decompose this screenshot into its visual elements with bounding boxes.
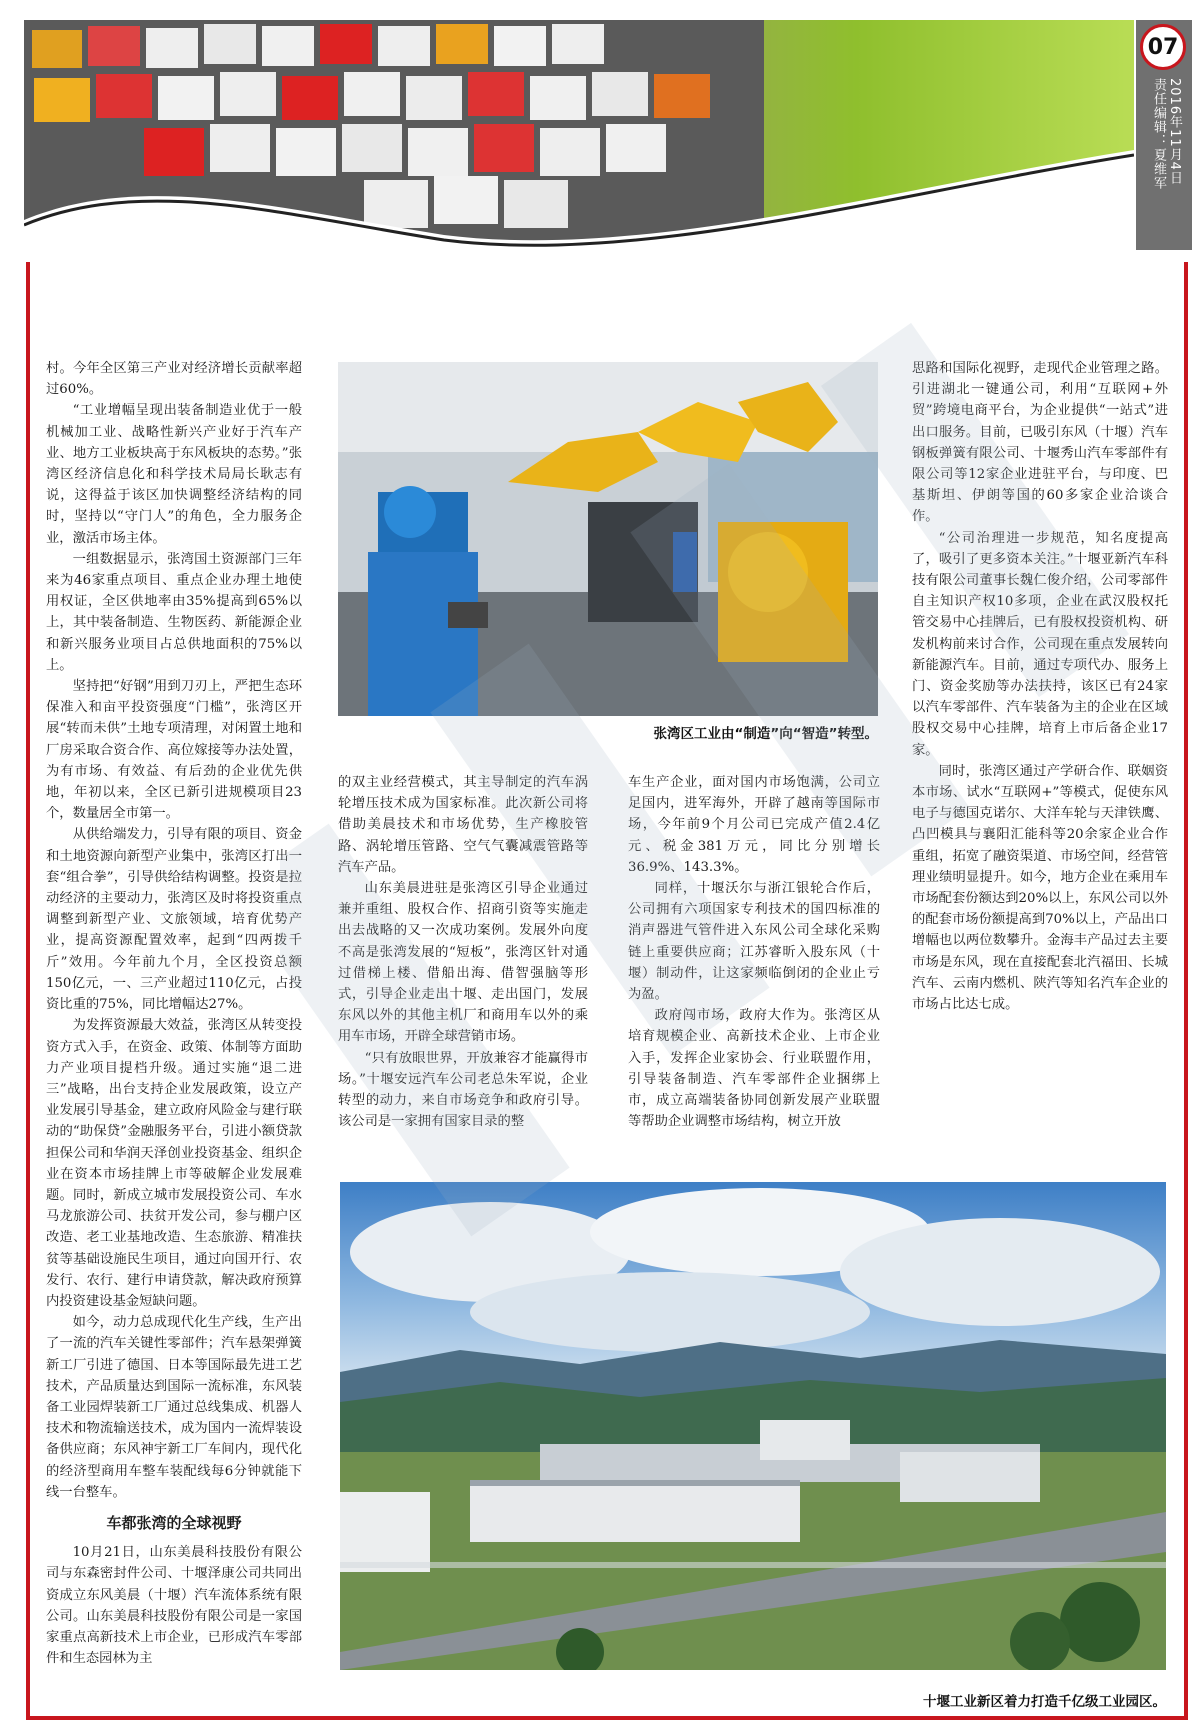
article-column-4 (912, 358, 1168, 1018)
paragraph: 村。今年全区第三产业对经济增长贡献率超过60%。 (46, 361, 302, 398)
paragraph: 坚持把“好钢”用到刀刃上，严把生态环保准入和亩平投资强度“门槛”，张湾区开展“转而未供”土地专项清理，对闲置土地和厂房采取合资合作、高位嫁接等办法处置，为有市场、有效益、有后劲的企业优先供地，年初以来，全区已新引进规模项目23个，数量居全市第一。 (46, 679, 302, 822)
robot-illustration (338, 362, 878, 716)
paragraph: 政府闯市场，政府大作为。张湾区从培育规模企业、高新技术企业、上市企业入手，发挥企业家协会、行业联盟作用，引导装备制造、汽车零部件企业捆绑上市，成立高端装备协同创新发展产业联盟等帮助企业调整市场结构，树立开放 (628, 1008, 880, 1130)
paragraph: “工业增幅呈现出装备制造业优于一般机械加工业、战略性新兴产业好于汽车产业、地方工业板块高于东风板块的态势。”张湾区经济信息化和科学技术局局长耿志有说，这得益于该区加快调整经济结构的同时，坚持以“守门人”的角色，全力服务企业，激活市场主体。 (46, 403, 302, 546)
article-column-2 (338, 772, 588, 1148)
paragraph: 的双主业经营模式，其主导制定的汽车涡轮增压技术成为国家标准。此次新公司将借助美晨技术和市场优势，生产橡胶管路、涡轮增压管路、空气气囊减震管路等汽车产品。 (338, 775, 588, 875)
header-banner (24, 20, 1134, 250)
article-column-3 (628, 772, 880, 1148)
paragraph: 10月21日，山东美晨科技股份有限公司与东森密封件公司、十堰泽康公司共同出资成立东风美晨（十堰）汽车流体系统有限公司。山东美晨科技股份有限公司是一家国家重点高新技术上市企业，已形成汽车零部件和生态园林为主 (46, 1545, 302, 1667)
paragraph: 为发挥资源最大效益，张湾区从转变投资方式入手，在资金、政策、体制等方面助力产业项目提档升级。通过实施“退二进三”战略，出台支持企业发展政策，设立产业发展引导基金，建立政府风险金与建行联动的“助保贷”金融服务平台，引进小额贷款担保公司和华润天泽创业投资基金、组织企业在资本市场挂牌上市等破解企业发展难题。同时，新成立城市发展投资公司、车水马龙旅游公司、扶贫开发公司，参与棚户区改造、老工业基地改造、生态旅游、精准扶贫等基础设施民生项目，通过向国开行、农发行、农行、建行申请贷款，解决政府预算内投资建设基金短缺问题。 (46, 1018, 302, 1309)
photo-caption: 张湾区工业由“制造”向“智造”转型。 (653, 726, 878, 742)
paragraph: 同时，张湾区通过产学研合作、联姻资本市场、试水“互联网+”等模式，促使东风电子与德国克诺尔、大洋车轮与天津铁鹰、凸凹模具与襄阳汇能科等20余家企业合作重组，拓宽了融资渠道、市场空间，经营管理业绩明显提升。如今，地方企业在乘用车市场配套份额达到20%以上，东风公司以外的配套市场份额提高到70%以上，产品出口增幅也以两位数攀升。金海丰产品过去主要市场是东风，现在直接配套北汽福田、长城汽车、云南内燃机、陕汽等知名汽车企业的市场占比达七成。 (912, 763, 1168, 1013)
issue-date: 2016年11月4日 (1167, 78, 1182, 185)
page-number: 07 (1140, 24, 1186, 70)
editor-credit: 责任编辑：夏维军 (1151, 78, 1166, 190)
paragraph: 从供给端发力，引导有限的项目、资金和土地资源向新型产业集中，张湾区打出一套“组合拳”，引导供给结构调整。投资是拉动经济的主要动力，张湾区及时将投资重点调整到新型产业、文旅领域，培育优势产业，提高资源配置效率，起到“四两拨千斤”效用。今年前九个月，全区投资总额150亿元，一、三产业超过110亿元，占投资比重的75%，同比增幅达27%。 (46, 827, 302, 1013)
paragraph: 思路和国际化视野，走现代企业管理之路。引进湖北一键通公司，利用“互联网+外贸”跨境电商平台，为企业提供“一站式”进出口服务。目前，已吸引东风（十堰）汽车钢板弹簧有限公司、十堰秀山汽车零部件有限公司等12家企业进驻平台，与印度、巴基斯坦、伊朗等国的60多家企业洽谈合作。 (912, 361, 1168, 525)
subheading: 车都张湾的全球视野 (106, 1513, 242, 1532)
industrial-park-illustration (340, 1182, 1166, 1670)
paragraph: “只有放眼世界，开放兼容才能赢得市场。”十堰安远汽车公司老总朱军说，企业转型的动力，来自市场竞争和政府引导。该公司是一家拥有国家目录的整 (338, 1050, 588, 1130)
paragraph: 同样，十堰沃尔与浙江银轮合作后，公司拥有六项国家专利技术的国四标准的消声器进气管件进入东风公司全球化采购链上重要供应商；江苏睿昕入股东风（十堰）制动件，让这家频临倒闭的企业止亏为盈。 (628, 881, 880, 1003)
robot-factory-photo (338, 362, 878, 716)
paragraph: 如今，动力总成现代化生产线，生产出了一流的汽车关键性零部件；汽车悬架弹簧新工厂引进了德国、日本等国际最先进工艺技术，产品质量达到国际一流标准，东风装备工业园焊装新工厂通过总线集成、机器人技术和物流输送技术，成为国内一流焊装设备供应商；东风神宇新工厂车间内，现代化的经济型商用车整车装配线每6分钟就能下线一台整车。 (46, 1315, 302, 1500)
paragraph: 一组数据显示，张湾国土资源部门三年来为46家重点项目、重点企业办理土地使用权证，全区供地率由35%提高到65%以上，其中装备制造、生物医药、新能源企业和新兴服务业项目占总供地面积的75%以上。 (46, 551, 302, 673)
photo-caption: 十堰工业新区着力打造千亿级工业园区。 (923, 1694, 1166, 1710)
paragraph: 山东美晨进驻是张湾区引导企业通过兼并重组、股权合作、招商引资等实施走出去战略的又一次成功案例。发展外向度不高是张湾发展的“短板”，张湾区针对通过借梯上楼、借船出海、借智强脑等形式，引导企业走出十堰、走出国门，发展东风以外的其他主机厂和商用车以外的乘用车市场，开辟全球营销市场。 (338, 881, 588, 1045)
side-meta (1148, 78, 1182, 190)
paragraph: 车生产企业，面对国内市场饱满，公司立足国内，进军海外，开辟了越南等国际市场，今年前9个月公司已完成产值2.4亿元、税金381万元，同比分别增长36.9%、143.3%。 (628, 775, 880, 875)
banner-curve (24, 20, 1134, 250)
paragraph: “公司治理进一步规范，知名度提高了，吸引了更多资本关注。”十堰亚新汽车科技有限公司董事长魏仁俊介绍，公司零部件自主知识产权10多项，企业在武汉股权托管交易中心挂牌后，已有股权投资机构、研发机构前来讨合作，公司现在重点发展转向新能源汽车。目前，通过专项代办、服务上门、资金奖励等办法扶持，该区已有24家以汽车零部件、汽车装备为主的企业在区域股权交易中心挂牌，培育上市后备企业17家。 (912, 530, 1168, 758)
article-column-1 (46, 358, 302, 1708)
industrial-park-photo (340, 1182, 1166, 1670)
